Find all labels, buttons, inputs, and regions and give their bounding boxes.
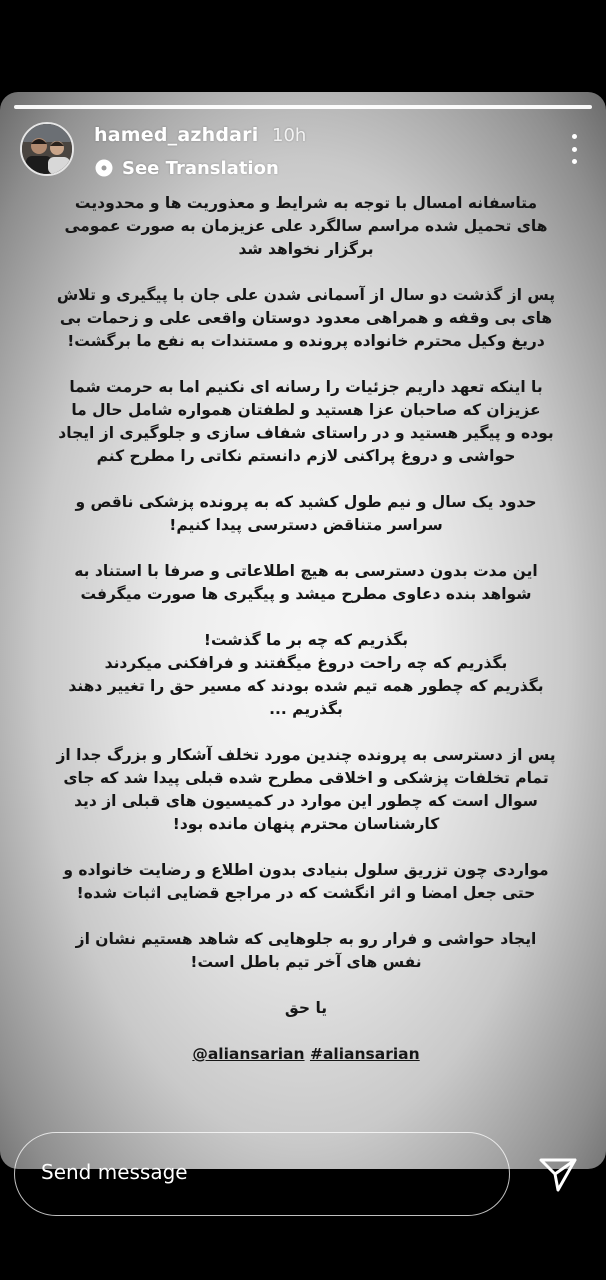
- story-viewer[interactable]: [0, 92, 606, 1169]
- avatar[interactable]: [20, 122, 74, 176]
- caption-paragraph: پس از دسترسی به پرونده چندین مورد تخلف آشکار و بزرگ جدا از تمام تخلفات پزشکی و اخلاقی مطرح شده قبلی پیدا شد که جای سوال است که چطور این موارد در کمیسیون های قبلی از دید کارشناسان محترم پنهان مانده بود!: [56, 746, 556, 833]
- caption-signoff: یا حق: [284, 999, 328, 1017]
- caption-paragraph: متاسفانه امسال با توجه به شرایط و معذوریت ها و محدودیت های تحمیل شده مراسم سالگرد علی عزیزمان به صورت عمومی برگزار نخواهد شد: [64, 194, 548, 258]
- see-translation-button[interactable]: [94, 156, 279, 180]
- story-progress-bar: [14, 105, 592, 109]
- caption-tags: [56, 1043, 556, 1066]
- story-username[interactable]: hamed_azhdari: [94, 124, 259, 146]
- caption-paragraph: ایجاد حواشی و فرار رو به جلوهایی که شاهد هستیم نشان از نفس های آخر تیم باطل است!: [75, 930, 537, 971]
- send-message-input[interactable]: [14, 1132, 510, 1216]
- see-translation-label: See Translation: [122, 157, 279, 179]
- caption-paragraph: با اینکه تعهد داریم جزئیات را رسانه ای نکنیم اما به حرمت شما عزیزان که صاحبان عزا هستید و لطفتان همواره شامل حال ما بوده و پیگیر هستید و در راستای شفاف سازی و جلوگیری از ایجاد حواشی و دروغ پراکنی لازم دانستم نکاتی را مطرح کنم: [58, 378, 554, 465]
- caption-paragraph: بگذریم که چه بر ما گذشت! بگذریم که چه راحت دروغ میگفتند و فرافکنی میکردند بگذریم که چطور همه تیم شده بودند که مسیر حق را تغییر دهند بگذریم ...: [68, 631, 544, 718]
- story-caption: [56, 192, 556, 1066]
- caption-paragraph: مواردی چون تزریق سلول بنیادی بدون اطلاع و رضایت خانواده و حتی جعل امضا و اثر انگشت که در مراجع قضایی اثبات شده!: [63, 861, 549, 902]
- translate-icon: [94, 158, 114, 178]
- hashtag-link[interactable]: #aliansarian: [309, 1045, 420, 1063]
- send-icon[interactable]: [536, 1152, 580, 1196]
- story-header: [20, 122, 590, 182]
- story-timestamp: 10h: [272, 125, 307, 146]
- mention-link[interactable]: @aliansarian: [192, 1045, 305, 1063]
- more-options-icon[interactable]: [564, 134, 584, 164]
- send-message-placeholder: Send message: [41, 1160, 188, 1184]
- story-footer: [0, 1130, 606, 1220]
- caption-paragraph: پس از گذشت دو سال از آسمانی شدن علی جان با پیگیری و تلاش های بی وقفه و همراهی معدود دوستان واقعی علی و زحمات بی دریغ وکیل محترم خانواده پرونده و مستندات به نفع ما برگشت!: [56, 286, 556, 350]
- caption-paragraph: حدود یک سال و نیم طول کشید که به پرونده پزشکی ناقص و سراسر متناقض دسترسی پیدا کنیم!: [75, 493, 537, 534]
- avatar-photo-icon: [22, 124, 72, 174]
- caption-paragraph: این مدت بدون دسترسی به هیچ اطلاعاتی و صرفا با استناد به شواهد بنده دعاوی مطرح میشد و پیگیری ها صورت میگرفت: [74, 562, 538, 603]
